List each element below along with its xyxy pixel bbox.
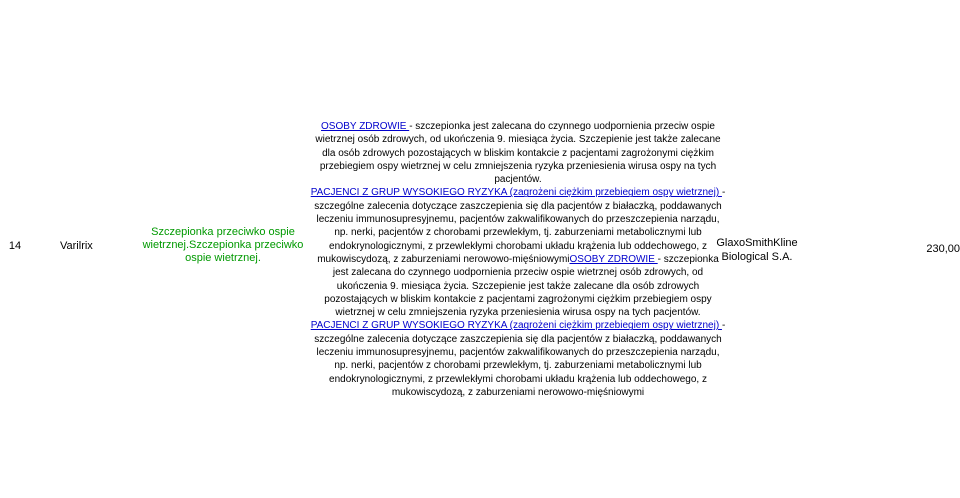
high-risk-groups-link[interactable]: PACJENCI Z GRUP WYSOKIEGO RYZYKA (zagrożeni ciężkim przebiegiem ospy wietrznej) (310, 187, 722, 199)
healthy-persons-link-2[interactable]: OSOBY ZDROWIE (569, 253, 658, 265)
description-paragraph-2 (309, 186, 727, 319)
healthy-persons-link[interactable]: OSOBY ZDROWIE (321, 121, 410, 132)
price: 230,00 (926, 243, 960, 255)
row-number: 14 (8, 240, 22, 252)
description-paragraph-1 (309, 120, 727, 186)
product-name: Varilrix (60, 240, 93, 252)
vaccine-description (309, 120, 727, 399)
description-text-3: - szczepionka jest zalecana do czynnego uodpornienia przeciw ospie wietrznej osób zdrowych, od ukończenia 9. miesiąca życia. Szczepienie jest także zalecane dla osób zdrowych pozostających w bliskim kontakcie z pacjentami zagrożonymi ciężkim przebiegiem ospy wietrznej w celu zmniejszenia ryzyka przeniesienia wirusa ospy na tych pacjentów. (324, 253, 719, 319)
manufacturer: GlaxoSmithKline Biological S.A. (716, 237, 798, 263)
description-paragraph-3 (309, 319, 727, 399)
high-risk-groups-link-2[interactable]: PACJENCI Z GRUP WYSOKIEGO RYZYKA (zagrożeni ciężkim przebiegiem ospy wietrznej) (310, 320, 722, 332)
description-text-2: - szczególne zalecenia dotyczące zaszczepienia się dla pacjentów z białaczką, poddawanych leczeniu immunosupresyjnemu, pacjentów zakwalifikowanych do przeszczepienia narządu, np. nerki, pacjentów z chorobami przewlekłym, tj. zaburzeniami metabolicznymi lub endokrynologicznymi, z przewlekłymi chorobami układu krążenia lub oddechowego, z mukowiscydozą, z zaburzeniami nerowowo-mięśniowymi (314, 187, 726, 265)
vaccine-type: Szczepionka przeciwko ospie wietrznej.Szczepionka przeciwko ospie wietrznej. (142, 226, 304, 264)
description-text-4: - szczególne zalecenia dotyczące zaszczepienia się dla pacjentów z białaczką, poddawanych leczeniu immunosupresyjnemu, pacjentów zakwalifikowanych do przeszczepienia narządu, np. nerki, pacjentów z chorobami przewlekłym, tj. zaburzeniami metabolicznymi lub endokrynologicznymi, z przewlekłymi chorobami układu krążenia lub oddechowego, z mukowiscydozą, z zaburzeniami nerowowo-mięśniowymi (314, 320, 726, 398)
description-text-1: - szczepionka jest zalecana do czynnego uodpornienia przeciw ospie wietrznej osób zdrowych, od ukończenia 9. miesiąca życia. Szczepienie jest także zalecane dla osób zdrowych pozostających w bliskim kontakcie z pacjentami zagrożonymi ciężkim przebiegiem ospy wietrznej w celu zmniejszenia ryzyka przeniesienia wirusa ospy na tych pacjentów. (315, 121, 721, 186)
